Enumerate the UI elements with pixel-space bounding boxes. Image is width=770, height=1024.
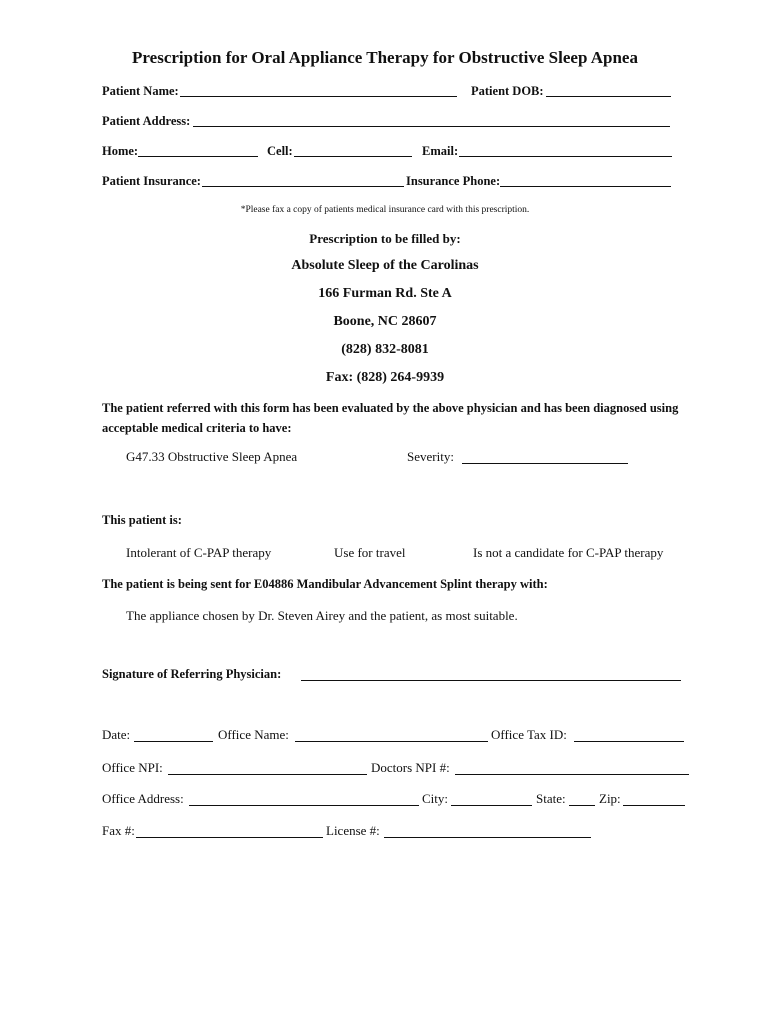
office-address-field[interactable] — [189, 804, 419, 806]
fax-insurance-note: *Please fax a copy of patients medical insurance card with this prescription. — [240, 205, 530, 215]
office-npi-label: Office NPI: — [102, 760, 163, 775]
patient-address-field[interactable] — [193, 125, 670, 127]
provider-fax: Fax: (828) 264-9939 — [325, 370, 445, 385]
zip-field[interactable] — [623, 804, 685, 806]
email-field[interactable] — [459, 155, 672, 157]
patient-name-label: Patient Name: — [102, 84, 179, 98]
patient-insurance-field[interactable] — [202, 185, 404, 187]
date-label: Date: — [102, 727, 131, 742]
date-field[interactable] — [134, 740, 213, 742]
patient-address-label: Patient Address: — [102, 114, 191, 128]
office-address-label: Office Address: — [102, 791, 184, 806]
office-name-field[interactable] — [295, 740, 488, 742]
home-phone-label: Home: — [102, 144, 139, 158]
insurance-phone-field[interactable] — [500, 185, 671, 187]
option-intolerant-cpap[interactable]: Intolerant of C-PAP therapy — [126, 545, 272, 560]
home-phone-field[interactable] — [138, 155, 258, 157]
city-field[interactable] — [451, 804, 532, 806]
city-label: City: — [422, 791, 449, 806]
filled-by-heading: Prescription to be filled by: — [309, 231, 461, 246]
patient-dob-label: Patient DOB: — [471, 84, 544, 98]
cell-phone-label: Cell: — [267, 144, 293, 158]
office-name-label: Office Name: — [218, 727, 289, 742]
option-not-candidate-cpap[interactable]: Is not a candidate for C-PAP therapy — [473, 545, 664, 560]
state-field[interactable] — [569, 804, 595, 806]
signature-field[interactable] — [301, 679, 681, 681]
zip-label: Zip: — [599, 791, 621, 806]
therapy-statement: The patient is being sent for E04886 Mandibular Advancement Splint therapy with: — [102, 577, 548, 591]
option-use-for-travel[interactable]: Use for travel — [334, 545, 406, 560]
office-tax-id-field[interactable] — [574, 740, 684, 742]
doctors-npi-label: Doctors NPI #: — [371, 760, 450, 775]
appliance-statement: The appliance chosen by Dr. Steven Airey and the patient, as most suitable. — [126, 608, 518, 623]
patient-insurance-label: Patient Insurance: — [102, 174, 201, 188]
diagnosis-code: G47.33 Obstructive Sleep Apnea — [126, 449, 298, 464]
patient-name-field[interactable] — [180, 95, 457, 97]
provider-city: Boone, NC 28607 — [333, 314, 437, 329]
state-label: State: — [536, 791, 566, 806]
office-tax-id-label: Office Tax ID: — [491, 727, 567, 742]
office-npi-field[interactable] — [168, 773, 367, 775]
severity-label: Severity: — [407, 449, 454, 464]
provider-name: Absolute Sleep of the Carolinas — [291, 258, 479, 273]
patient-dob-field[interactable] — [546, 95, 671, 97]
license-field[interactable] — [384, 836, 591, 838]
doctors-npi-field[interactable] — [455, 773, 689, 775]
email-label: Email: — [422, 144, 459, 158]
cell-phone-field[interactable] — [294, 155, 412, 157]
license-label: License #: — [326, 823, 380, 838]
fax-label: Fax #: — [102, 823, 135, 838]
patient-is-heading: This patient is: — [102, 513, 182, 527]
form-title: Prescription for Oral Appliance Therapy for Obstructive Sleep Apnea — [132, 48, 638, 67]
fax-field[interactable] — [136, 836, 323, 838]
provider-street: 166 Furman Rd. Ste A — [318, 286, 452, 301]
insurance-phone-label: Insurance Phone: — [406, 174, 501, 188]
severity-field[interactable] — [462, 462, 628, 464]
diagnosis-statement: The patient referred with this form has been evaluated by the above physician and has been diagnosed using acceptable medical criteria to have: — [102, 401, 679, 435]
provider-phone: (828) 832-8081 — [341, 342, 429, 357]
signature-label: Signature of Referring Physician: — [102, 667, 282, 681]
